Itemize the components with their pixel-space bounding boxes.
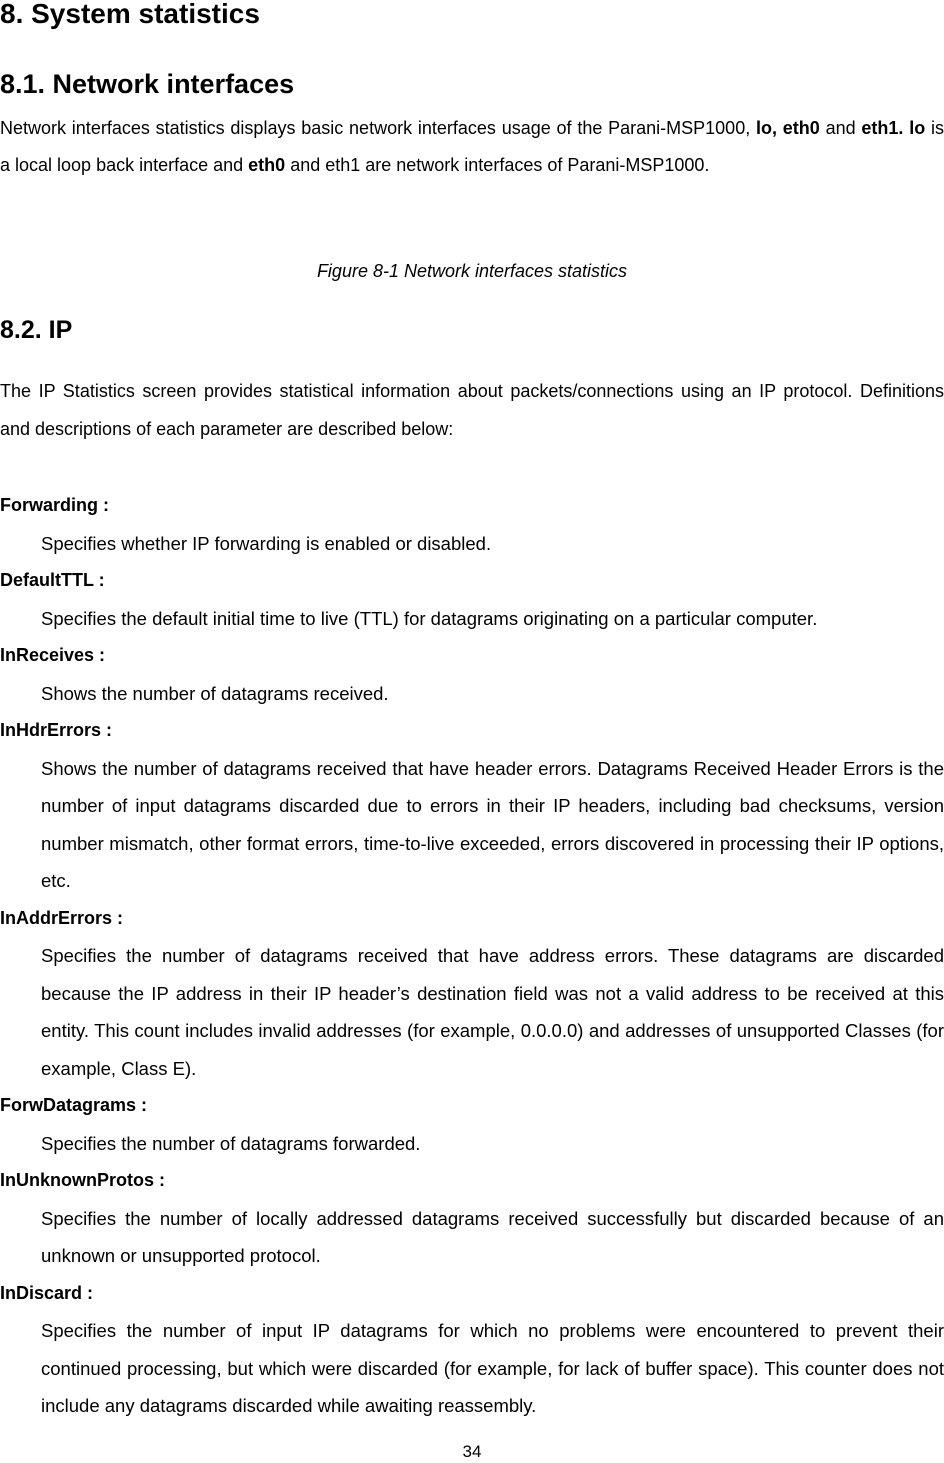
definition-description: Specifies the number of datagrams received that have address errors. These datagrams are discarded because the IP address in their IP header’s destination field was not a valid address to be received at this entity. This count includes invalid addresses (for example, 0.0.0.0) and addresses of unsupported Classes (for example, Class E). [41, 945, 944, 1079]
definition-description: Specifies the default initial time to live (TTL) for datagrams originating on a particular computer. [41, 607, 818, 629]
definition-term: ForwDatagrams : [0, 1095, 148, 1115]
paragraph-bold-text: eth0 [248, 155, 286, 175]
definition-term: DefaultTTL : [0, 570, 105, 590]
section-title-ip: 8.2. IP [0, 316, 73, 344]
network-interfaces-paragraph [0, 110, 944, 184]
section-title-network-interfaces: 8.1. Network interfaces [0, 69, 295, 99]
definition-term: InReceives : [0, 645, 106, 665]
definition-term: InAddrErrors : [0, 907, 124, 928]
paragraph-text: and [819, 118, 862, 138]
paragraph-text: is a local loop back interface and [0, 118, 944, 175]
definition-term: InDiscard : [0, 1282, 94, 1303]
figure-caption: Figure 8-1 Network interfaces statistics [316, 261, 628, 281]
definition-term: Forwarding : [0, 495, 109, 515]
paragraph-text: and eth1 are network interfaces of Parani-MSP1000. [285, 155, 710, 175]
definition-description: Specifies the number of input IP datagrams for which no problems were encountered to prevent their continued processing, but which were discarded (for example, for lack of buffer space). This counter does not include any datagrams discarded while awaiting reassembly. [41, 1320, 944, 1416]
page-number: 34 [462, 1442, 482, 1461]
definition-description: Shows the number of datagrams received. [41, 682, 389, 704]
paragraph-text: Network interfaces statistics displays basic network interfaces usage of the Parani-MSP1000, [0, 118, 756, 138]
paragraph-bold-text: lo, eth0 [756, 118, 820, 138]
definition-description: Specifies whether IP forwarding is enabled or disabled. [41, 532, 492, 554]
definition-list [0, 487, 944, 1425]
definition-term: InUnknownProtos : [0, 1170, 165, 1190]
definition-description: Specifies the number of datagrams forwarded. [41, 1132, 421, 1154]
definition-term: InHdrErrors : [0, 720, 113, 740]
definition-description: Shows the number of datagrams received that have header errors. Datagrams Received Header Errors is the number of input datagrams discarded due to errors in their IP headers, including bad checksums, version number mismatch, other format errors, time-to-live exceeded, errors discovered in processing their IP options, etc. [41, 757, 944, 891]
chapter-title: 8. System statistics [0, 0, 260, 29]
paragraph-bold-text: eth1. lo [861, 118, 926, 138]
ip-intro-paragraph: The IP Statistics screen provides statistical information about packets/connections using an IP protocol. Definitions and descriptions of each parameter are described below: [0, 381, 944, 439]
definition-description: Specifies the number of locally addressed datagrams received successfully but discarded because of an unknown or unsupported protocol. [41, 1207, 944, 1266]
